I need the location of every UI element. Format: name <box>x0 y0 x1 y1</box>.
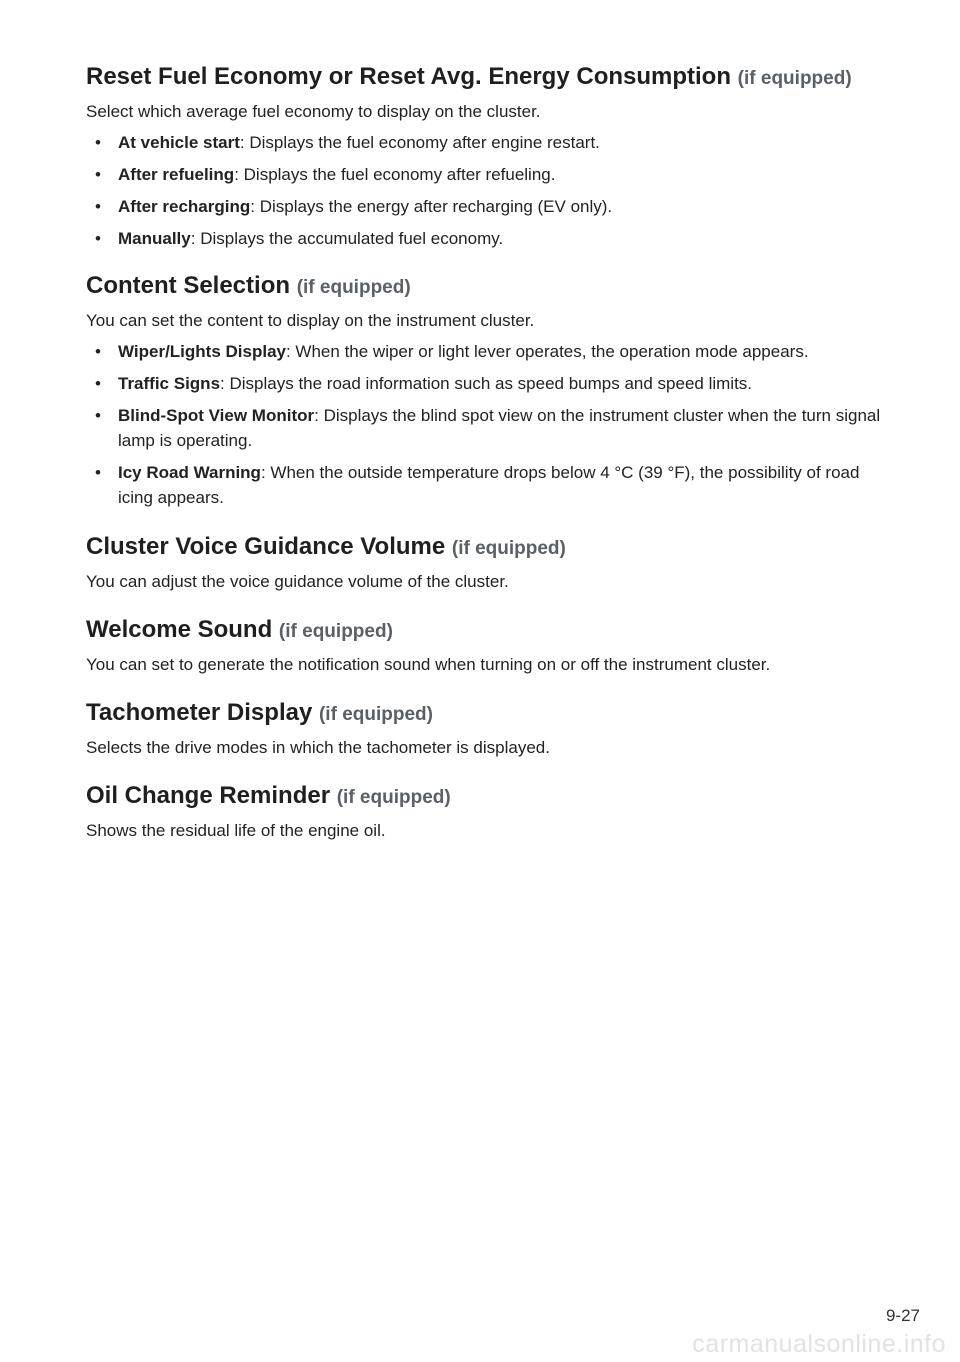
bullet-icon: • <box>95 229 101 248</box>
heading-title: Cluster Voice Guidance Volume <box>86 533 446 560</box>
option-text: : Displays the accumulated fuel economy. <box>190 229 504 248</box>
section-description: Select which average fuel economy to display on the cluster. <box>86 102 541 121</box>
section-reset-fuel-economy <box>86 60 886 251</box>
option-text: : Displays the road information such as speed bumps and speed limits. <box>220 374 753 393</box>
page-content <box>86 60 886 843</box>
section-description: You can set to generate the notification sound when turning on or off the instrument cluster. <box>86 655 771 674</box>
option-text: : When the outside temperature drops below 4 °C (39 °F), the possibility of road icing appears. <box>118 463 860 507</box>
bullet-icon: • <box>95 463 101 482</box>
option-text: : Displays the fuel economy after engine restart. <box>239 133 600 152</box>
option-term: Wiper/Lights Display <box>118 342 286 361</box>
heading-title: Reset Fuel Economy or Reset Avg. Energy Consumption <box>86 63 731 90</box>
section-description: Selects the drive modes in which the tachometer is displayed. <box>86 738 550 757</box>
option-term: After recharging <box>118 197 251 216</box>
section-heading <box>86 269 886 305</box>
option-term: Blind-Spot View Monitor <box>118 406 315 425</box>
option-list <box>86 130 886 251</box>
section-heading <box>86 696 886 732</box>
if-equipped-note: (if equipped) <box>336 787 451 808</box>
option-text: : When the wiper or light lever operates, the operation mode appears. <box>285 342 809 361</box>
list-item <box>86 162 886 187</box>
section-heading <box>86 779 886 815</box>
list-item <box>86 371 886 396</box>
bullet-icon: • <box>95 374 101 393</box>
section-description: Shows the residual life of the engine oil. <box>86 821 386 840</box>
section-heading <box>86 60 886 96</box>
if-equipped-note: (if equipped) <box>451 538 566 559</box>
heading-title: Oil Change Reminder <box>86 782 331 809</box>
if-equipped-note: (if equipped) <box>278 621 393 642</box>
section-oil-change-reminder <box>86 779 886 843</box>
list-item <box>86 339 886 364</box>
section-tachometer-display <box>86 696 886 760</box>
option-term: Traffic Signs <box>118 374 221 393</box>
option-text: : Displays the fuel economy after refueling. <box>234 165 556 184</box>
heading-title: Content Selection <box>86 272 291 299</box>
option-list <box>86 339 886 510</box>
bullet-icon: • <box>95 197 101 216</box>
page-number: 9-27 <box>885 1306 920 1325</box>
option-text: : Displays the blind spot view on the instrument cluster when the turn signal lamp is operating. <box>118 406 881 450</box>
option-term: After refueling <box>118 165 235 184</box>
section-heading <box>86 613 886 649</box>
list-item <box>86 130 886 155</box>
section-content-selection <box>86 269 886 510</box>
option-term: Manually <box>118 229 191 248</box>
heading-title: Tachometer Display <box>86 699 313 726</box>
list-item <box>86 226 886 251</box>
if-equipped-note: (if equipped) <box>296 277 411 298</box>
if-equipped-note: (if equipped) <box>318 704 433 725</box>
option-term: At vehicle start <box>118 133 240 152</box>
bullet-icon: • <box>95 133 101 152</box>
bullet-icon: • <box>95 165 101 184</box>
section-cluster-voice-guidance <box>86 530 886 594</box>
section-heading <box>86 530 886 566</box>
bullet-icon: • <box>95 406 101 425</box>
list-item <box>86 460 886 510</box>
if-equipped-note: (if equipped) <box>737 68 852 89</box>
list-item <box>86 403 886 453</box>
section-description: You can adjust the voice guidance volume of the cluster. <box>86 572 509 591</box>
list-item <box>86 194 886 219</box>
heading-title: Welcome Sound <box>86 616 273 643</box>
option-text: : Displays the energy after recharging (EV only). <box>250 197 613 216</box>
section-description: You can set the content to display on the instrument cluster. <box>86 311 535 330</box>
watermark: carmanualsonline.info <box>692 1330 946 1358</box>
bullet-icon: • <box>95 342 101 361</box>
option-term: Icy Road Warning <box>118 463 261 482</box>
section-welcome-sound <box>86 613 886 677</box>
